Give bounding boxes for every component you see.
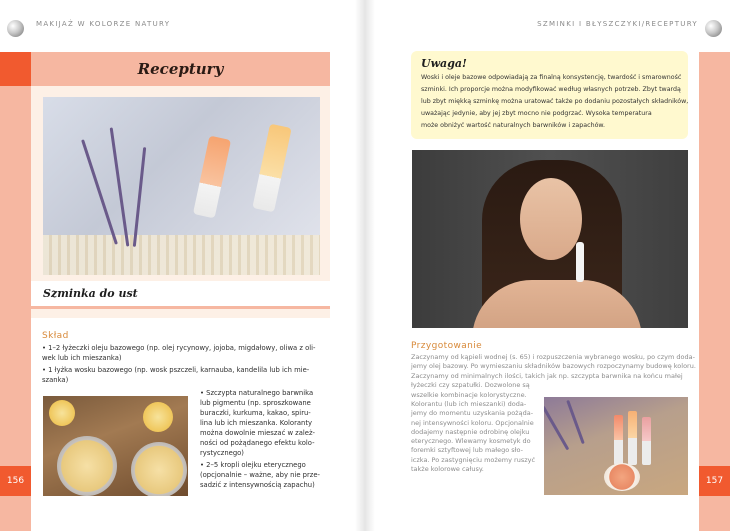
decorative-ball-icon xyxy=(7,20,24,37)
pigment-line: (opcjonalnie – ważne, aby nie prze- xyxy=(200,471,320,479)
woman-lipstick-photo xyxy=(412,150,688,328)
accent-block xyxy=(0,52,31,86)
preparation-line: Zaczynamy od minimalnych ilości, takich jak np. szczypta barwnika na końcu małej xyxy=(411,372,683,380)
lavender-stem xyxy=(566,400,585,444)
section-label-ingredients: Skład xyxy=(42,331,69,341)
balm-photo xyxy=(43,396,188,496)
section-label-preparation: Przygotowanie xyxy=(411,341,483,351)
note-line: uważając jedynie, aby jej zbyt mocno nie podgrzać. Wysoka temperatura xyxy=(421,110,652,117)
running-head-right: SZMINKI I BŁYSZCZYKI/RECEPTURY xyxy=(537,20,698,28)
title-banner xyxy=(31,52,330,86)
preparation-line: wszelkie kombinacje kolorystyczne. xyxy=(411,391,527,399)
page-number-right: 157 xyxy=(699,466,730,496)
preparation-line: foremki sztyftowej lub małego sło- xyxy=(411,446,523,454)
ingredient-line: • 1 łyżka wosku bazowego (np. wosk pszczeli, karnauba, kandelila lub ich mie- xyxy=(42,366,310,374)
lip-balm-stick xyxy=(576,242,584,282)
pigment-line: • Szczypta naturalnego barwnika xyxy=(200,389,314,397)
lavender-lipstick-photo xyxy=(544,397,688,495)
pigment-line: lina lub ich mieszanka. Koloranty xyxy=(200,419,313,427)
pigment-line: buraczki, kurkuma, kakao, spiru- xyxy=(200,409,311,417)
flower xyxy=(49,400,75,426)
preparation-line: także kolorowe całusy. xyxy=(411,465,484,473)
note-line: lub zbyt miękką szminkę można uratować także po dodaniu pozostałych składników, xyxy=(421,98,689,105)
balm-jar xyxy=(131,442,187,496)
lace-decoration xyxy=(43,235,320,275)
ingredient-line: wek lub ich mieszanka) xyxy=(42,354,122,362)
pigment-line: • 2–5 kropli olejku eterycznego xyxy=(200,461,306,469)
preparation-line: Kolorantu (lub ich mieszanki) doda- xyxy=(411,400,527,408)
lipstick-tube xyxy=(614,415,623,465)
note-line: Woski i oleje bazowe odpowiadają za finalną konsystencję, twardość i smarowność xyxy=(421,74,682,81)
preparation-line: nej intensywności koloru. Opcjonalnie xyxy=(411,419,534,427)
preparation-line: jemy olej bazowy. Po wymieszaniu składników bazowych rozpoczynamy budowę koloru. xyxy=(411,362,696,370)
preparation-line: iczka. Po zastygnięciu możemy ruszyć xyxy=(411,456,536,464)
preparation-line: Zaczynamy od kąpieli wodnej (s. 65) i rozpuszczenia wybranego wosku, po czym doda- xyxy=(411,353,695,361)
recipe-subtitle-bar xyxy=(31,281,330,309)
pigment-line: rystycznego) xyxy=(200,449,244,457)
lipstick-tube xyxy=(628,411,637,465)
flower xyxy=(143,402,173,432)
balm-jar xyxy=(57,436,117,496)
pigment-bowl xyxy=(604,463,640,491)
running-head-left: MAKIJAŻ W KOLORZE NATURY xyxy=(36,20,171,28)
side-band-left xyxy=(0,52,31,531)
lipstick-tube xyxy=(252,124,291,213)
lipstick-tube xyxy=(193,136,231,219)
preparation-line: łyżeczki czy szpatułki. Dozwolone są xyxy=(411,381,530,389)
pigment-line: sadzić z intensywnością zapachu) xyxy=(200,481,315,489)
lipstick-tube xyxy=(642,417,651,465)
preparation-line: jemy do momentu uzyskania pożąda- xyxy=(411,409,534,417)
note-line: szminki. Ich proporcje można modyfikować według własnych potrzeb. Zbyt twardą xyxy=(421,86,681,93)
lipstick-photo xyxy=(43,97,320,275)
side-band-right xyxy=(699,52,730,531)
decorative-ball-icon xyxy=(705,20,722,37)
pigment-line: można dowolnie mieszać w zależ- xyxy=(200,429,316,437)
note-line: może obniżyć wartość naturalnych barwników i zapachów. xyxy=(421,122,606,129)
lavender-stem xyxy=(133,147,146,247)
lavender-stem xyxy=(81,139,118,245)
ingredient-line: szanka) xyxy=(42,376,69,384)
pigment-line: lub pigmentu (np. sproszkowane xyxy=(200,399,311,407)
book-gutter xyxy=(355,0,375,531)
pigment-line: ności od pożądanego efektu kolo- xyxy=(200,439,315,447)
preparation-line: eterycznego. Wlewamy kosmetyk do xyxy=(411,437,531,445)
recipe-subtitle: Szminka do ust xyxy=(43,287,138,300)
face-shape xyxy=(520,178,582,260)
page-number-left: 156 xyxy=(0,466,31,496)
preparation-line: dodajemy następnie odrobinę olejku xyxy=(411,428,530,436)
ingredient-line: • 1–2 łyżeczki oleju bazowego (np. olej rycynowy, jojoba, migdałowy, oliwa z oli- xyxy=(42,344,316,352)
note-title: Uwaga! xyxy=(421,57,467,70)
lavender-stem xyxy=(544,406,569,451)
page-title: Receptury xyxy=(137,60,224,78)
